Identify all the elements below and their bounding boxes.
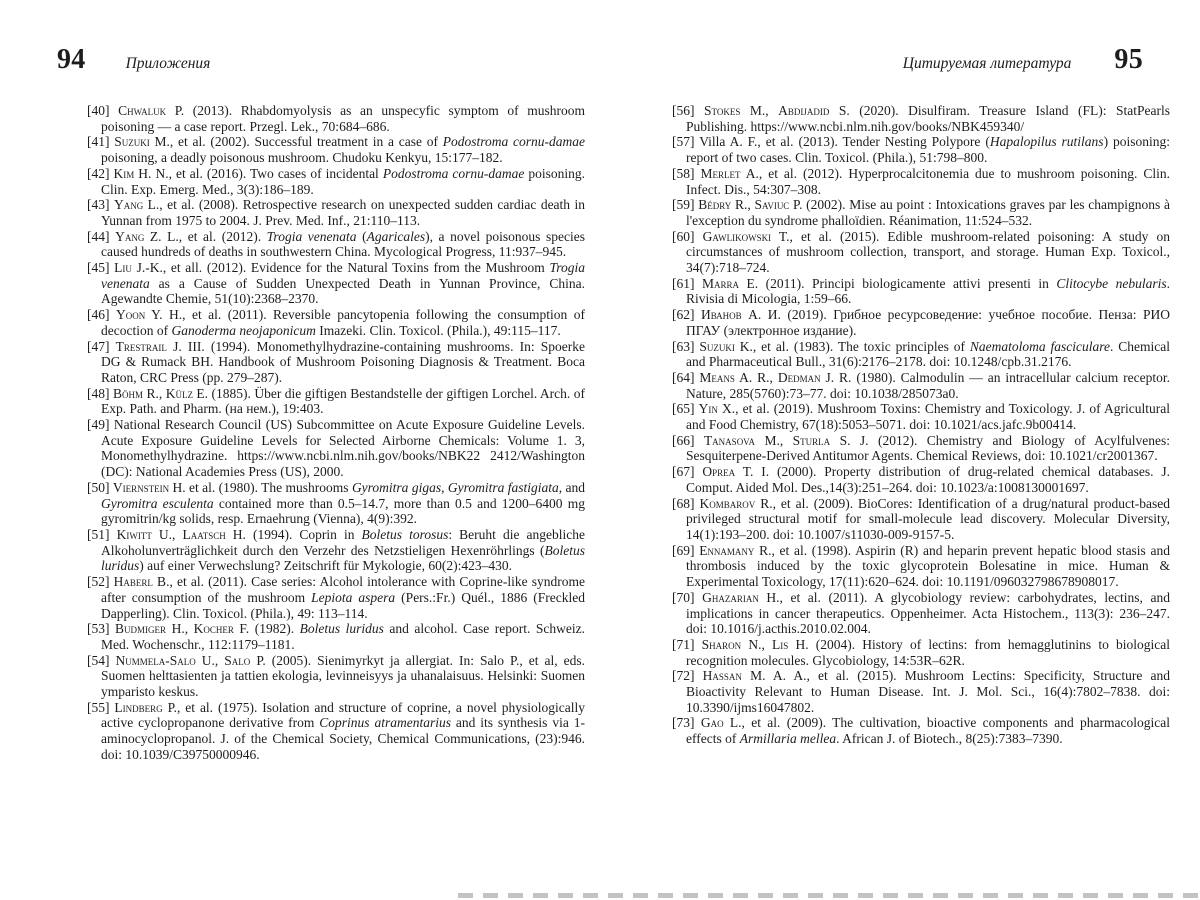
reference-text: X., et al. (2019). Mushroom Toxins: Chemistry and Toxicology. J. of Agricultural and Food Chemistry, 67(18):5053–5071. doi: 10.1021/acs.jafc.9b00414. <box>686 401 1170 433</box>
reference-text: M., et al. (2002). Successful treatment in a case of <box>149 134 443 150</box>
reference-item <box>672 134 1170 165</box>
reference-item <box>672 668 1170 715</box>
reference-item <box>87 197 585 228</box>
reference-text: R., <box>143 385 166 401</box>
author-name: Kim <box>113 165 135 181</box>
reference-text: Z. L., et al. (2012). <box>144 228 267 244</box>
reference-text: R., <box>731 197 755 213</box>
author-name: Kiwitt <box>116 526 152 542</box>
species-name: Naematoloma fasciculare <box>969 338 1110 354</box>
reference-text: and its synthesis via 1-aminocyclopropanol. J. of the Chemical Society, Chemical Communications, (23):946. doi: 10.1039/C39750000946. <box>101 715 585 762</box>
author-name: Merlet <box>700 165 741 181</box>
reference-item <box>672 433 1170 464</box>
page-edge-artifact <box>458 893 1200 898</box>
author-name: Külz <box>165 385 193 401</box>
reference-item <box>87 621 585 652</box>
author-name: Yin <box>698 401 718 417</box>
reference-text: ) auf einer Verwechslung? Zeitschrift für Mykologie, 60(2):423–430. <box>139 558 513 574</box>
species-name: Lepiota aspera <box>311 589 396 605</box>
reference-number: [40] <box>87 103 110 118</box>
reference-text: R., et al. (1998). Aspirin (R) and heparin prevent hepatic blood stasis and thrombosis induced by the toxic glycoprotein Bolesatine in mice. Human & Experimental Toxicology, 17(11):620–624. doi: 10.1191/096032798678908017. <box>686 542 1170 590</box>
right-running-head: Цитируемая литература <box>902 55 1072 72</box>
author-name: Gawlikowski <box>702 228 772 244</box>
author-name: Böhm <box>112 385 143 401</box>
reference-text: ), a novel poisonous species caused hundreds of deaths in southwestern China. Mycological Progress, 11:937–945. <box>101 228 585 260</box>
author-name: Budmiger <box>115 621 167 637</box>
reference-item <box>87 134 585 165</box>
reference-text: M., <box>755 432 793 448</box>
author-name: Hassan <box>702 668 742 684</box>
species-name: Boletus luridus <box>299 621 384 637</box>
reference-text: Y. H., et al. (2011). Reversible pancytopenia following the consumption of decoction of <box>101 307 586 338</box>
reference-item <box>672 276 1170 307</box>
species-name: Agaricales <box>366 228 426 244</box>
reference-item <box>672 496 1170 543</box>
reference-text: H., <box>166 621 194 637</box>
reference-item <box>672 464 1170 495</box>
reference-number: [73] <box>672 715 695 731</box>
species-name: Hapalopilus rutilans <box>989 134 1104 150</box>
reference-item <box>672 401 1170 432</box>
author-name: Yoon <box>115 307 146 323</box>
reference-item <box>87 307 585 338</box>
reference-text: R., et al. (2009). BioCores: Identification of a drug/natural product-based privileged structural motif for small-molecule lead discovery. Molecular Diversity, 14(1):193–200. doi: 10.1007/s11030-009-9157-5. <box>686 495 1171 542</box>
reference-item <box>672 543 1170 590</box>
author-name: Gao <box>700 715 724 731</box>
reference-number: [65] <box>672 401 695 417</box>
author-name: Liu <box>114 260 132 276</box>
reference-text: U., <box>151 526 183 542</box>
reference-number: [67] <box>672 464 695 480</box>
reference-item <box>672 370 1170 401</box>
author-name: Means <box>699 369 735 385</box>
left-page <box>57 44 586 763</box>
reference-number: [52] <box>87 574 110 590</box>
author-name: Yang <box>113 197 144 213</box>
reference-item <box>87 103 585 134</box>
reference-number: [63] <box>672 338 695 354</box>
reference-item <box>87 166 585 197</box>
reference-text: T. I. (2000). Property distribution of drug-related chemical databases. J. Comput. Aided Mol. Des.,14(3):251–264. doi: 10.1023/a:1008130001697. <box>686 464 1170 495</box>
reference-number: [46] <box>87 307 110 323</box>
reference-text: H., et al. (2011). A glycobiology review: carbohydrates, lectins, and implications in cancer therapeutics. Oppenheimer. Acta Histochem., 113(3): 236–247. doi: 10.1016/j.acthis.2010.02.004. <box>686 589 1170 637</box>
species-name: Ganoderma neojaponicum <box>171 322 316 338</box>
reference-number: [55] <box>87 699 110 715</box>
reference-text: T., et al. (2015). Edible mushroom-related poisoning: A study on circumstances of mushroom collection, transport, and storage. Human Exp. Toxicol., 34(7):718–724. <box>686 228 1170 276</box>
reference-item <box>87 653 585 700</box>
reference-text: L., et al. (2009). The cultivation, bioactive components and pharmacological effects of <box>686 715 1171 747</box>
left-page-header <box>57 46 585 78</box>
reference-number: [47] <box>87 338 110 354</box>
reference-text: M. A. A., et al. (2015). Mushroom Lectins: Specificity, Structure and Bioactivity Relevant to Human Disease. Int. J. Mol. Sci., 16(4):7802–7838. doi: 10.3390/ijms16047802. <box>686 668 1171 715</box>
right-page-number: 95 <box>1114 44 1143 75</box>
reference-number: [57] <box>672 134 695 150</box>
reference-item <box>87 527 585 574</box>
reference-number: [43] <box>87 197 110 213</box>
reference-text: K., et al. (1983). The toxic principles of <box>734 338 970 354</box>
reference-text: . Chemical and Pharmaceutical Bull., 31(6):2176–2178. doi: 10.1248/cpb.31.2176. <box>686 338 1170 370</box>
reference-item <box>672 166 1170 197</box>
species-name: Trogia venenata <box>266 228 357 244</box>
reference-text: A. R., <box>734 369 778 385</box>
author-name: Suzuki <box>114 134 150 150</box>
reference-number: [50] <box>87 479 110 495</box>
reference-text: : Beruht die angebliche Alkoholunverträglichkeit durch den Verzehr des Netzstieligen Hexenröhrlings ( <box>101 526 586 558</box>
author-name: Kocher <box>193 621 234 637</box>
reference-text: P. (2002). Mise au point : Intoxications graves par les champignons à l'exception du syndrome phalloïdien. Réanimation, 11:524–532. <box>686 197 1170 228</box>
reference-item <box>672 590 1170 637</box>
reference-number: [56] <box>672 103 695 118</box>
reference-number: [53] <box>87 621 110 637</box>
reference-number: [70] <box>672 589 695 605</box>
reference-text: E. (1885). Über die giftigen Bestandstelle der giftigen Lorchel. Arch. of Exp. Path. and Pharm. (на нем.), 19:403. <box>101 385 586 417</box>
reference-text: National Research Council (US) Subcommittee on Acute Exposure Guideline Levels. Acute Exposure Guideline Levels for Selected Airborne Chemicals: Volume 1. 3, Monomethylhydrazine. https://www.ncbi.nlm.nih.gov/books/NBK22 2412/Washington (DC): National Academies Press (US), 2000. <box>101 417 586 480</box>
author-name: Nummela-Salo <box>115 652 196 668</box>
reference-text: Imazeki. Clin. Toxicol. (Phila.), 49:115–117. <box>315 322 561 338</box>
reference-text: U., <box>195 652 225 668</box>
reference-text: . Rivisia di Micologia, 1:59–66. <box>686 275 1171 307</box>
reference-number: [44] <box>87 228 110 244</box>
reference-number: [69] <box>672 542 695 558</box>
reference-item <box>672 307 1170 338</box>
author-name: Haberl <box>113 574 153 590</box>
reference-text: E. (2011). Principi biologicamente attivi presenti in <box>739 275 1057 291</box>
species-name: Armillaria mellea <box>739 731 837 747</box>
author-name: Dedman <box>777 369 821 385</box>
reference-text: (Pers.:Fr.) Quél., 1886 (Freckled Dapperling). Clin. Toxicol. (Phila.), 49: 113–114. <box>101 589 585 621</box>
reference-number: [41] <box>87 134 110 150</box>
reference-text: A., et al. (2012). Hyperprocalcitonemia due to mushroom poisoning. Clin. Infect. Dis., 54:307–308. <box>686 165 1170 197</box>
reference-item <box>87 386 585 417</box>
reference-text: F. (1982). <box>233 621 300 637</box>
reference-text: N., <box>741 636 773 652</box>
author-name: Trestrail <box>115 338 167 354</box>
reference-text: as a Cause of Sudden Unexpected Death in Yunnan Province, China. Agewandte Chemie, 51(10):2368–2370. <box>101 275 585 307</box>
reference-text: H. N., et al. (2016). Two cases of incidental <box>134 165 383 181</box>
author-name: Lindberg <box>114 699 163 715</box>
reference-text: ) poisoning: report of two cases. Clin. Toxicol. (Phila.), 51:798–800. <box>686 134 1170 166</box>
reference-item <box>672 197 1170 228</box>
reference-text: poisoning. Clin. Exp. Emerg. Med., 3(3):186–189. <box>101 165 586 197</box>
reference-item <box>87 229 585 260</box>
reference-item <box>87 574 585 621</box>
reference-number: [51] <box>87 526 110 542</box>
reference-item <box>672 339 1170 370</box>
reference-number: [54] <box>87 652 110 668</box>
reference-number: [45] <box>87 260 110 276</box>
reference-number: [62] <box>672 307 695 323</box>
species-name: Clitocybe nebularis <box>1056 275 1167 291</box>
reference-text: H. (1994). Coprin in <box>225 526 362 542</box>
species-name: Trogia venenata <box>101 260 585 291</box>
author-name: Stokes <box>704 103 741 118</box>
reference-number: [48] <box>87 385 110 401</box>
reference-number: [64] <box>672 369 695 385</box>
reference-text: Villa A. F., et al. (2013). Tender Nesting Polypore ( <box>699 134 990 150</box>
reference-text: M., <box>740 103 779 118</box>
reference-item <box>672 103 1170 134</box>
species-name: Coprinus atramentarius <box>319 715 451 731</box>
species-name: Podostroma cornu-damae <box>382 165 525 181</box>
species-name: Gyromitra fastigiata <box>447 479 559 495</box>
author-name: Laatsch <box>182 526 226 542</box>
species-name: Boletus luridus <box>101 542 585 574</box>
author-name: Sturla <box>792 432 831 448</box>
reference-text: L., et al. (2008). Retrospective research on unexpected sudden cardiac death in Yunnan from 1975 to 2004. J. Prev. Med. Inf., 21:110–113. <box>101 197 586 228</box>
reference-item <box>672 715 1170 746</box>
reference-text: ( <box>356 228 367 244</box>
right-page-header <box>672 46 1143 78</box>
author-name: Kombarov <box>699 495 756 511</box>
species-name: Gyromitra esculenta <box>101 495 214 511</box>
species-name: Boletus torosus <box>361 526 449 542</box>
author-name: Saviuc <box>754 197 790 213</box>
reference-text: B., et al. (2011). Case series: Alcohol intolerance with Coprine-like syndrome after consumption of the mushroom <box>101 574 585 605</box>
reference-text: P. (2013). Rhabdomyolysis as an unspecyfic symptom of mushroom poisoning — a case report. Przegl. Lek., 70:684–686. <box>101 103 586 134</box>
reference-number: [71] <box>672 636 695 652</box>
author-name: Bédry <box>698 197 732 213</box>
author-name: Ennamany <box>699 542 755 558</box>
author-name: Viernstein <box>112 479 170 495</box>
reference-text: poisoning, a deadly poisonous mushroom. Chudoku Kenkyu, 15:177–182. <box>101 150 503 166</box>
left-references-list <box>87 103 585 763</box>
reference-text: J.-K., et all. (2012). Evidence for the Natural Toxins from the Mushroom <box>131 260 550 276</box>
reference-text: , and <box>558 479 585 495</box>
reference-number: [49] <box>87 417 110 433</box>
reference-number: [72] <box>672 668 695 684</box>
reference-number: [61] <box>672 275 695 291</box>
author-name: Marra <box>702 275 740 291</box>
reference-text: , <box>441 479 448 495</box>
author-name: Oprea <box>702 464 736 480</box>
reference-text: P. (2005). Sienimyrkyt ja allergiat. In: Salo P., et al, eds. Suomen helttasienten ja tattien ekologia, levinneisyys ja uhanalaisuus. Helsinki: Suomen ymparisto keskus. <box>101 652 586 700</box>
reference-item <box>87 339 585 386</box>
reference-text: J. R. (1980). Calmodulin — an intracellular calcium receptor. Nature, 285(5760):73–77. doi: 10.1038/285073a0. <box>686 369 1170 401</box>
reference-item <box>672 637 1170 668</box>
reference-number: [66] <box>672 432 695 448</box>
reference-text: А. И. (2019). Грибное ресурсоведение: учебное пособие. Пенза: РИО ПГАУ (электронное издание). <box>686 307 1171 338</box>
author-name: Salo <box>224 652 251 668</box>
reference-text: H. et al. (1980). The mushrooms <box>169 479 352 495</box>
author-name: Chwaluk <box>118 103 167 118</box>
reference-number: [68] <box>672 495 695 511</box>
author-name: Ghazarian <box>702 589 759 605</box>
author-name: Abdijadid <box>778 103 830 118</box>
reference-number: [59] <box>672 197 695 213</box>
left-running-head: Приложения <box>125 55 211 72</box>
reference-text: H. (2004). History of lectins: from hemagglutinins to biological recognition molecules. Glycobiology, 14:53R–62R. <box>686 636 1171 668</box>
right-references-list <box>672 103 1170 747</box>
reference-number: [60] <box>672 228 695 244</box>
species-name: Gyromitra gigas <box>351 479 442 495</box>
reference-item <box>87 480 585 527</box>
reference-text: S. (2020). Disulfiram. Treasure Island (FL): StatPearls Publishing. https://www.ncbi.nlm.nih.gov/books/NBK459340/ <box>686 103 1171 134</box>
author-name: Tanasova <box>703 432 756 448</box>
species-name: Podostroma cornu-damae <box>442 134 585 150</box>
left-page-number: 94 <box>57 44 86 75</box>
author-name: Lis <box>772 636 789 652</box>
reference-number: [42] <box>87 165 110 181</box>
reference-text: J. III. (1994). Monomethylhydrazine-containing mushrooms. In: Spoerke DG & Rumack BH. Handbook of Mushroom Poisoning Diagnosis & Treatment. Boca Raton, CRC Press (pp. 279–287). <box>101 338 586 385</box>
author-name: Иванов <box>701 307 742 323</box>
author-name: Sharon <box>701 636 742 652</box>
reference-item <box>87 417 585 480</box>
author-name: Yang <box>115 228 145 244</box>
reference-item <box>87 260 585 307</box>
right-page <box>672 46 1170 747</box>
reference-text: P., et al. (1975). Isolation and structure of coprine, a novel physiologically active cyclopropanone derivative from <box>101 699 586 731</box>
reference-text: . African J. of Biotech., 8(25):7383–7390. <box>836 731 1063 747</box>
author-name: Suzuki <box>699 338 735 354</box>
reference-text: S. J. (2012). Chemistry and Biology of Acylfulvenes: Sesquiterpene-Derived Antitumor Agents. Chemical Reviews, doi: 10.1021/cr2001367. <box>686 432 1170 464</box>
reference-text: contained more than 0.5–14.7, more than 0.5 and 1200–6400 mg gyromitrin/kg solids, resp. Ernaehrung (Vienna), 4(9):392. <box>101 495 585 527</box>
reference-number: [58] <box>672 165 695 181</box>
reference-item <box>87 700 585 763</box>
reference-item <box>672 229 1170 276</box>
reference-text: and alcohol. Case report. Schweiz. Med. Wochenschr., 112:1179–1181. <box>101 621 586 652</box>
